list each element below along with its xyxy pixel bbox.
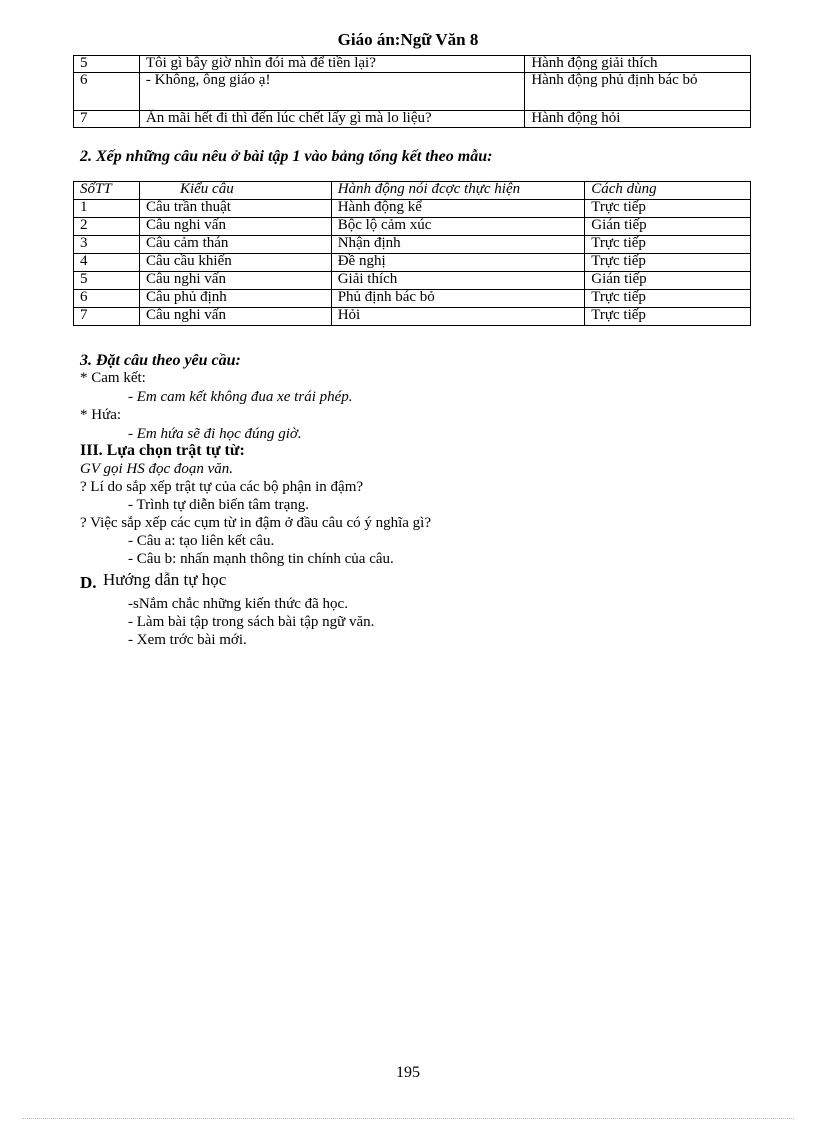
table-cell: Hỏi [331, 308, 585, 326]
table-row [74, 56, 751, 73]
table-cell: Phủ định bác bỏ [331, 290, 585, 308]
section-d-heading: Hướng dẫn tự học [103, 570, 227, 589]
column-header: Cách dùng [585, 182, 751, 200]
table-cell: Tôi gì bây giờ nhìn đói mà để tiền lại? [139, 56, 524, 73]
table-row [74, 290, 751, 308]
table-cell: Giải thích [331, 272, 585, 290]
section-2-heading: 2. Xếp những câu nêu ở bài tập 1 vào bảng tổng kết theo mẫu: [80, 148, 493, 165]
table-cell: 4 [74, 254, 140, 272]
table-row [74, 73, 751, 111]
table-row [74, 200, 751, 218]
table-row [74, 308, 751, 326]
table-cell: 5 [74, 56, 140, 73]
summary-table [73, 181, 751, 326]
table-cell: 1 [74, 200, 140, 218]
answer-1: - Trình tự diễn biến tâm trạng. [128, 497, 310, 513]
table-cell: Đề nghị [331, 254, 585, 272]
table-cell: 6 [74, 73, 140, 111]
section-iii-intro: GV gọi HS đọc đoạn văn. [80, 461, 234, 477]
self-study-item: -sNắm chắc những kiến thức đã học. [128, 596, 348, 612]
table-cell: Nhận định [331, 236, 585, 254]
table-cell: Bộc lộ cảm xúc [331, 218, 585, 236]
page-bottom-rule [22, 1118, 794, 1119]
question-1: ? Lí do sắp xếp trật tự của các bộ phận in đậm? [80, 479, 364, 495]
table-cell: Trực tiếp [585, 254, 751, 272]
table-cell: 7 [74, 308, 140, 326]
table-cell: - Không, ông giáo ạ! [139, 73, 524, 111]
table-cell: Câu nghi vấn [139, 218, 331, 236]
table-cell: Trực tiếp [585, 308, 751, 326]
promise-example: - Em hứa sẽ đi học đúng giờ. [128, 426, 302, 442]
table-cell: Câu phủ định [139, 290, 331, 308]
section-3-heading: 3. Đặt câu theo yêu cầu: [80, 352, 241, 369]
answer-2a: - Câu a: tạo liên kết câu. [128, 533, 275, 549]
table-cell: Hành động giải thích [525, 56, 751, 73]
table-cell: 5 [74, 272, 140, 290]
table-cell: Ăn mãi hết đi thì đến lúc chết lấy gì mà lo liệu? [139, 111, 524, 128]
table-row [74, 254, 751, 272]
speech-act-table [73, 55, 751, 128]
table-cell: 7 [74, 111, 140, 128]
table-cell: Trực tiếp [585, 236, 751, 254]
column-header: SốTT [74, 182, 140, 200]
table-row [74, 236, 751, 254]
section-iii-heading: III. Lựa chọn trật tự từ: [80, 442, 245, 459]
question-2: ? Việc sắp xếp các cụm từ in đậm ở đầu câu có ý nghĩa gì? [80, 515, 432, 531]
section-d-letter: D. [80, 573, 97, 592]
table-cell: Câu nghi vấn [139, 272, 331, 290]
table-row [74, 272, 751, 290]
table-cell: Câu cảm thán [139, 236, 331, 254]
table-header-row [74, 182, 751, 200]
commitment-label: * Cam kết: [80, 370, 146, 386]
table-cell: Gián tiếp [585, 272, 751, 290]
commitment-example: - Em cam kết không đua xe trái phép. [128, 389, 353, 405]
table-cell: 3 [74, 236, 140, 254]
table-cell: Câu nghi vấn [139, 308, 331, 326]
table-row [74, 218, 751, 236]
column-header: Hành động nói đcợc thực hiện [331, 182, 585, 200]
table-row [74, 111, 751, 128]
table-cell: Hành động kể [331, 200, 585, 218]
table-cell: Trực tiếp [585, 200, 751, 218]
answer-2b: - Câu b: nhấn mạnh thông tin chính của câu. [128, 551, 394, 567]
table-cell: Câu cầu khiến [139, 254, 331, 272]
table-cell: Gián tiếp [585, 218, 751, 236]
column-header: Kiểu câu [139, 182, 331, 200]
table-cell: 2 [74, 218, 140, 236]
table-cell: 6 [74, 290, 140, 308]
self-study-item: - Xem trớc bài mới. [128, 632, 247, 648]
table-cell: Trực tiếp [585, 290, 751, 308]
promise-label: * Hứa: [80, 407, 122, 423]
page-header: Giáo án:Ngữ Văn 8 [337, 30, 479, 49]
table-cell: Câu trần thuật [139, 200, 331, 218]
table-cell: Hành động phủ định bác bỏ [525, 73, 751, 111]
self-study-item: - Làm bài tập trong sách bài tập ngữ văn. [128, 614, 375, 630]
table-cell: Hành động hỏi [525, 111, 751, 128]
page-number: 195 [396, 1064, 420, 1081]
